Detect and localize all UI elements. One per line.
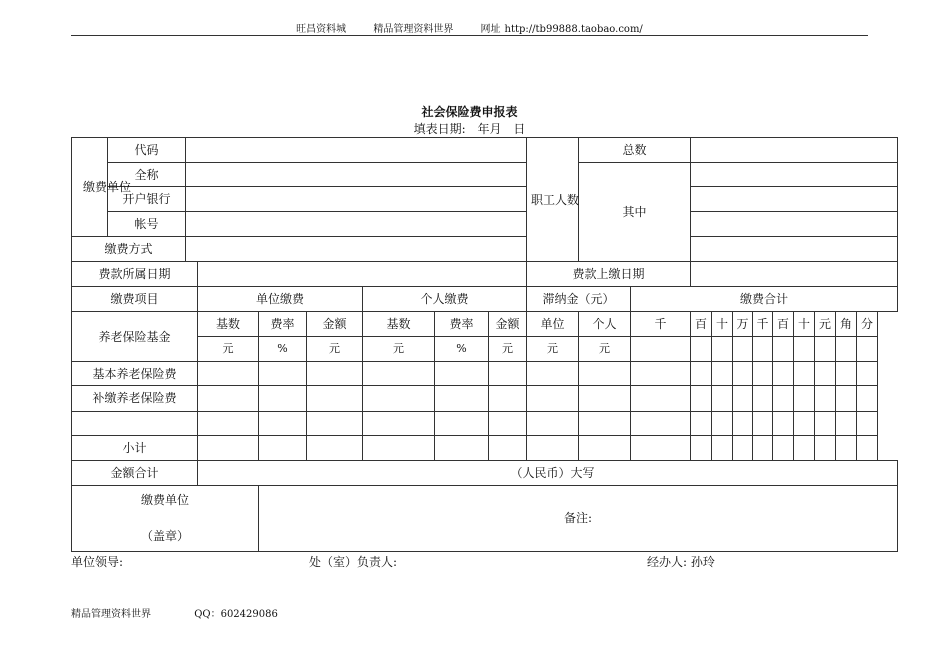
unit-rate-unit: % [259,337,307,362]
table-row [72,386,898,411]
unit-amount-header: 金额 [307,312,363,337]
header-url-label: 网址 http://tb99888.taobao.com/ [480,24,643,35]
digit-header: 千 [753,312,773,337]
dept-head-signature: 处（室）负责人: [309,555,398,569]
staff-among-field-1[interactable] [691,163,898,187]
leader-signature: 单位领导: [71,555,124,569]
header-brand: 精品管理资料世界 [373,24,454,35]
personal-amount-header: 金额 [489,312,527,337]
late-personal-header: 个人 [579,312,631,337]
digit-header: 分 [857,312,878,337]
table-row [72,362,898,386]
col-item-header: 缴费项目 [72,287,198,312]
pension-fund-label: 养老保险基金 [72,312,198,362]
staff-among-field-3[interactable] [691,212,898,237]
payer-unit-label: 缴费单位 [72,138,108,237]
fill-date [71,120,868,137]
digit-header: 百 [773,312,794,337]
unit-rate-header: 费率 [259,312,307,337]
page-header [71,20,868,34]
fill-date-day: 日 [513,122,526,136]
late-unit-header: 单位 [527,312,579,337]
unit-base-unit: 元 [198,337,259,362]
page-footer [71,605,318,620]
digit-header: 十 [712,312,733,337]
personal-rate-header: 费率 [435,312,489,337]
signature-line [71,553,868,569]
stamp-cell [72,485,259,551]
footer-brand: 精品管理资料世界 [71,609,151,620]
staff-count-label: 职工人数 [527,138,579,262]
period-belong-label: 费款所属日期 [72,262,198,287]
table-row [72,411,898,435]
unit-full-name-field[interactable] [186,163,527,187]
digit-header: 千 [631,312,691,337]
insurance-declaration-table [71,137,898,552]
col-late-fee-header: 滞纳金（元） [527,287,631,312]
unit-base-header: 基数 [198,312,259,337]
digit-header: 百 [691,312,712,337]
col-personal-pay-header: 个人缴费 [363,287,527,312]
row-subtotal-label: 小计 [72,435,198,460]
unit-amount-unit: 元 [307,337,363,362]
amount-rmb-upper-field[interactable]: （人民币）大写 [198,460,898,485]
period-paid-field[interactable] [691,262,898,287]
unit-code-field[interactable] [186,138,527,163]
footer-qq: QQ：602429086 [194,609,278,620]
col-unit-pay-header: 单位缴费 [198,287,363,312]
header-url: http://tb99888.taobao.com/ [504,24,643,35]
unit-account-label: 帐号 [108,212,186,237]
payment-method-label: 缴费方式 [72,237,186,262]
personal-amount-unit: 元 [489,337,527,362]
fill-date-label: 填表日期: [413,122,466,136]
personal-base-header: 基数 [363,312,435,337]
stamp-seal-label: （盖章） [140,529,189,544]
amount-total-label: 金额合计 [72,460,198,485]
unit-bank-label: 开户银行 [108,187,186,212]
row-supplement-pension-label: 补缴养老保险费 [72,386,198,411]
unit-code-label: 代码 [108,138,186,163]
staff-among-field-4[interactable] [691,237,898,262]
period-belong-field[interactable] [198,262,527,287]
row-basic-pension-label: 基本养老保险费 [72,362,198,386]
digit-header: 万 [733,312,753,337]
remark-label: 备注: [564,511,593,526]
unit-full-name-label: 全称 [108,163,186,187]
row-blank-label[interactable] [72,411,198,435]
period-paid-label: 费款上缴日期 [527,262,691,287]
staff-total-label: 总数 [579,138,691,163]
staff-among-label: 其中 [579,163,691,262]
digit-header: 元 [815,312,836,337]
personal-base-unit: 元 [363,337,435,362]
digit-header: 十 [794,312,815,337]
fill-date-year-month: 年月 [477,122,502,136]
table-row [72,435,898,460]
staff-among-field-2[interactable] [691,187,898,212]
stamp-unit-label: 缴费单位 [140,493,189,508]
late-personal-unit: 元 [579,337,631,362]
header-divider [71,35,868,36]
payment-method-field[interactable] [186,237,527,262]
unit-account-field[interactable] [186,212,527,237]
staff-total-field[interactable] [691,138,898,163]
header-store: 旺昌资料城 [296,24,347,35]
handler-signature: 经办人: 孙玲 [647,555,715,569]
digit-header: 角 [836,312,857,337]
remark-field[interactable] [259,485,898,551]
col-total-header: 缴费合计 [631,287,898,312]
unit-bank-field[interactable] [186,187,527,212]
personal-rate-unit: % [435,337,489,362]
form-title: 社会保险费申报表 [421,105,518,119]
late-unit-unit: 元 [527,337,579,362]
